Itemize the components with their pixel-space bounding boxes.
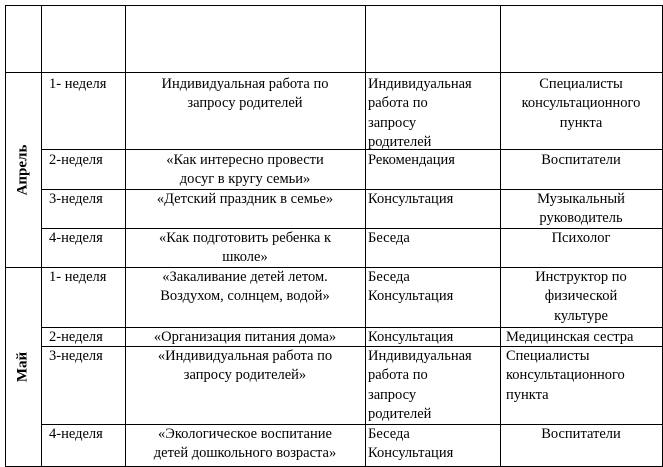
- responsible-cell-line: Воспитатели: [541, 152, 621, 168]
- responsible-cell-line: физической: [544, 288, 618, 305]
- week-cell: 1- неделя: [49, 269, 107, 285]
- responsible-cell-line: Медицинская сестра: [506, 329, 634, 345]
- topic-cell: [126, 229, 364, 268]
- form-cell-line: Консультация: [368, 445, 454, 462]
- grid-hline-1: [5, 72, 663, 73]
- form-cell-line: родителей: [368, 134, 432, 151]
- responsible-cell: [501, 151, 661, 170]
- grid-vline-3: [365, 5, 366, 467]
- topic-cell-line: «Детский праздник в семье»: [156, 191, 334, 207]
- topic-cell-line: «Экологическое воспитание: [158, 426, 332, 442]
- week-cell: 2-неделя: [49, 152, 103, 168]
- topic-cell-line: «Индивидуальная работа по: [157, 348, 333, 364]
- responsible-cell: [501, 425, 661, 444]
- week-cell: 2-неделя: [49, 329, 103, 345]
- form-cell-line: запросу: [368, 386, 417, 403]
- topic-cell-line: школе»: [222, 249, 268, 266]
- topic-cell: [126, 328, 364, 347]
- responsible-cell-line: пункта: [506, 386, 549, 403]
- topic-cell-line: Воздухом, солнцем, водой»: [160, 288, 330, 305]
- form-cell-line: Консультация: [368, 288, 454, 305]
- responsible-cell-line: консультационного: [521, 95, 641, 112]
- week-cell: 3-неделя: [49, 348, 103, 364]
- responsible-cell-line: пункта: [559, 114, 603, 131]
- form-cell-line: Консультация: [368, 329, 454, 345]
- week-cell: 4-неделя: [49, 230, 103, 246]
- form-cell-line: Консультация: [368, 191, 454, 207]
- form-cell-line: работа по: [368, 367, 428, 384]
- form-cell: [368, 328, 498, 347]
- responsible-cell-line: культуре: [554, 307, 608, 324]
- form-cell-line: Индивидуальная: [368, 76, 472, 92]
- form-cell-line: запросу: [368, 114, 417, 131]
- week-cell: 4-неделя: [49, 426, 103, 442]
- form-cell: [368, 229, 498, 248]
- grid-hline-0: [5, 5, 663, 6]
- form-cell-line: Беседа: [368, 230, 410, 246]
- topic-cell-line: «Как подготовить ребенка к: [158, 230, 332, 246]
- responsible-cell: [501, 229, 661, 248]
- responsible-cell: [501, 75, 661, 133]
- form-cell-line: Рекомендация: [368, 152, 455, 168]
- responsible-cell-line: Специалисты: [539, 76, 623, 92]
- topic-cell-line: Индивидуальная работа по: [161, 76, 329, 92]
- form-cell: [368, 75, 498, 153]
- grid-vline-0: [5, 5, 6, 467]
- topic-cell-line: «Закаливание детей летом.: [162, 269, 328, 285]
- responsible-cell: [506, 347, 661, 405]
- topic-cell-line: «Как интересно провести: [166, 152, 324, 168]
- responsible-cell-line: руководитель: [539, 210, 623, 227]
- topic-cell: [126, 425, 364, 464]
- topic-cell: [126, 190, 364, 209]
- topic-cell: [126, 268, 364, 307]
- topic-cell-line: запросу родителей: [187, 95, 303, 112]
- month-label: Май: [14, 351, 31, 382]
- topic-cell: [126, 75, 364, 114]
- topic-cell-line: «Организация питания дома»: [153, 329, 337, 345]
- responsible-cell-line: Психолог: [551, 230, 611, 246]
- responsible-cell-line: Специалисты: [506, 348, 590, 364]
- form-cell-line: Беседа: [368, 269, 410, 285]
- form-cell: [368, 347, 498, 425]
- responsible-cell-line: Инструктор по: [535, 269, 627, 285]
- topic-cell-line: запросу родителей»: [183, 367, 307, 384]
- form-cell: [368, 268, 498, 307]
- grid-hline-2: [41, 149, 663, 150]
- responsible-cell-line: консультационного: [506, 367, 625, 384]
- form-cell: [368, 425, 498, 464]
- topic-cell: [126, 347, 364, 386]
- responsible-cell-line: Музыкальный: [537, 191, 625, 207]
- form-cell-line: Индивидуальная: [368, 348, 472, 364]
- form-cell-line: работа по: [368, 95, 428, 112]
- month-label: Апрель: [14, 144, 31, 195]
- responsible-cell: [501, 190, 661, 229]
- grid-vline-1: [41, 5, 42, 467]
- responsible-cell-line: Воспитатели: [541, 426, 621, 442]
- topic-cell-line: детей дошкольного возраста»: [153, 445, 337, 462]
- responsible-cell: [506, 328, 661, 347]
- form-cell-line: Беседа: [368, 426, 410, 442]
- form-cell: [368, 190, 498, 209]
- form-cell: [368, 151, 498, 170]
- week-cell: 1- неделя: [49, 76, 107, 92]
- responsible-cell: [501, 268, 661, 326]
- topic-cell: [126, 151, 364, 190]
- week-cell: 3-неделя: [49, 191, 103, 207]
- form-cell-line: родителей: [368, 406, 432, 423]
- topic-cell-line: досуг в кругу семьи»: [179, 171, 311, 188]
